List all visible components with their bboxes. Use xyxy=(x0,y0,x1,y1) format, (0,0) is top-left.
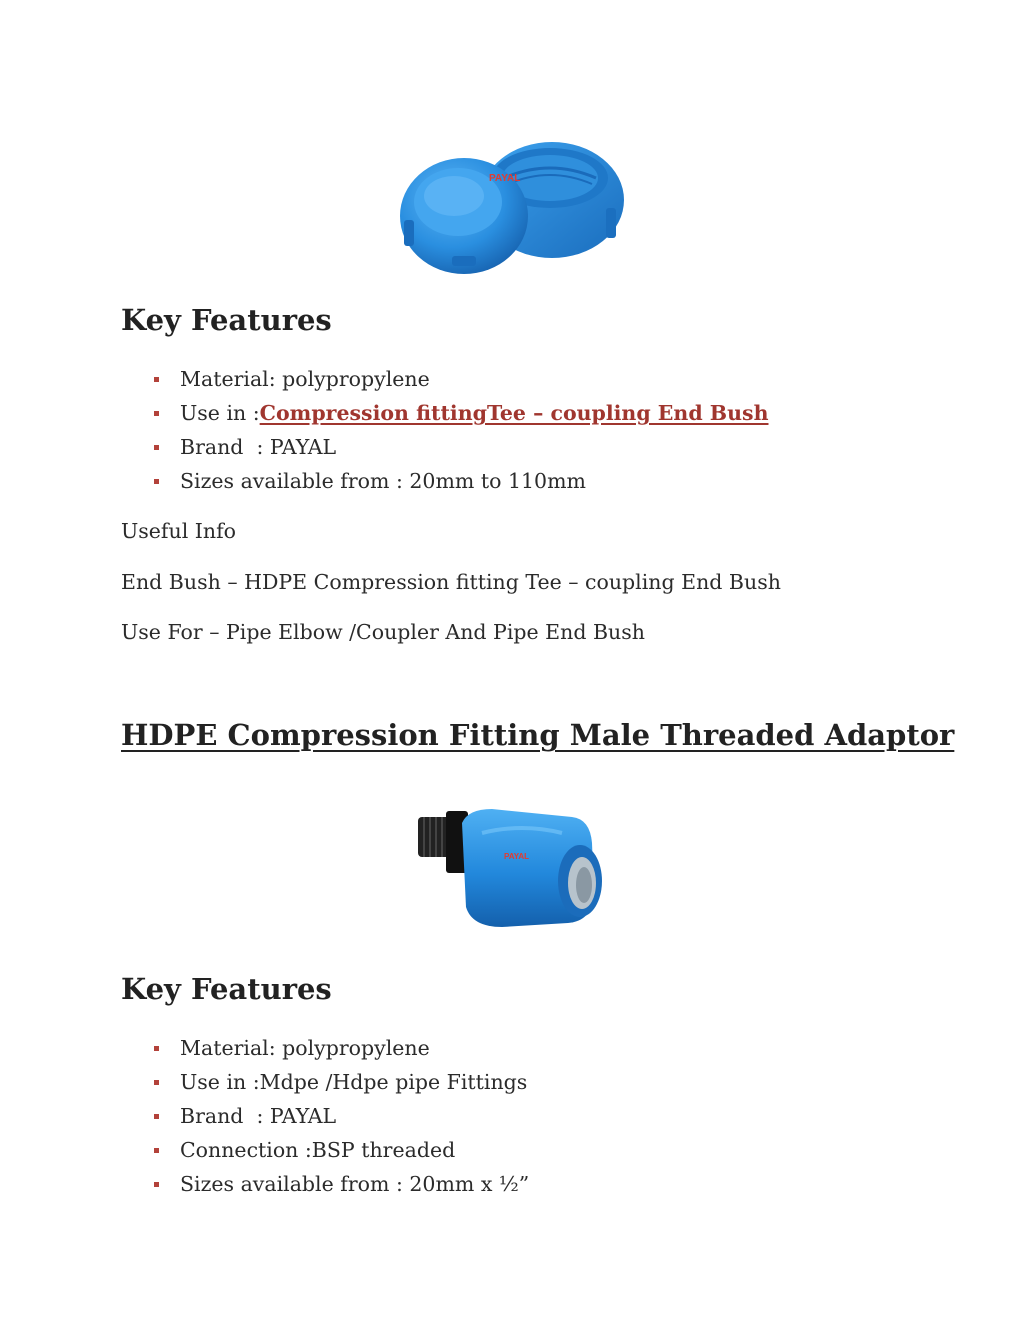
feature-text: Material: polypropylene xyxy=(180,1036,430,1060)
list-item xyxy=(148,1031,529,1065)
feature-text: Use in :Mdpe /Hdpe pipe Fittings xyxy=(180,1070,528,1094)
list-item xyxy=(148,430,769,464)
use-for-description: Use For – Pipe Elbow /Coupler And Pipe End Bush xyxy=(121,620,645,644)
feature-text: Sizes available from : 20mm to 110mm xyxy=(180,469,586,493)
compression-fitting-link[interactable]: Compression fittingTee – coupling End Bush xyxy=(259,401,769,425)
key-features-list xyxy=(148,362,769,498)
list-item xyxy=(148,464,769,498)
list-item xyxy=(148,1133,529,1167)
feature-text: Brand : PAYAL xyxy=(180,1104,337,1128)
feature-prefix: Use in : xyxy=(180,401,260,425)
key-features-heading: Key Features xyxy=(121,972,332,1006)
blue-body-shape xyxy=(462,809,602,927)
useful-info-text: Useful Info xyxy=(121,519,237,543)
list-item xyxy=(148,1065,529,1099)
feature-text: Material: polypropylene xyxy=(180,367,430,391)
list-item xyxy=(148,1099,529,1133)
feature-text: Sizes available from : 20mm x ½” xyxy=(180,1172,530,1196)
key-features-list xyxy=(148,1031,529,1201)
feature-text: Brand : PAYAL xyxy=(180,435,337,459)
end-bush-description: End Bush – HDPE Compression fitting Tee – coupling End Bush xyxy=(121,570,781,594)
list-item xyxy=(148,362,769,396)
list-item xyxy=(148,396,769,430)
threaded-end-shape xyxy=(418,811,468,873)
product-title: HDPE Compression Fitting Male Threaded Adaptor xyxy=(121,718,955,752)
male-threaded-adaptor-image xyxy=(412,803,612,931)
key-features-heading: Key Features xyxy=(121,303,332,337)
brand-mark-text: PAYAL xyxy=(504,852,530,861)
brand-mark-text: PAYAL xyxy=(489,173,521,184)
end-cap-image xyxy=(392,138,632,278)
list-item xyxy=(148,1167,529,1201)
feature-text: Connection :BSP threaded xyxy=(180,1138,456,1162)
